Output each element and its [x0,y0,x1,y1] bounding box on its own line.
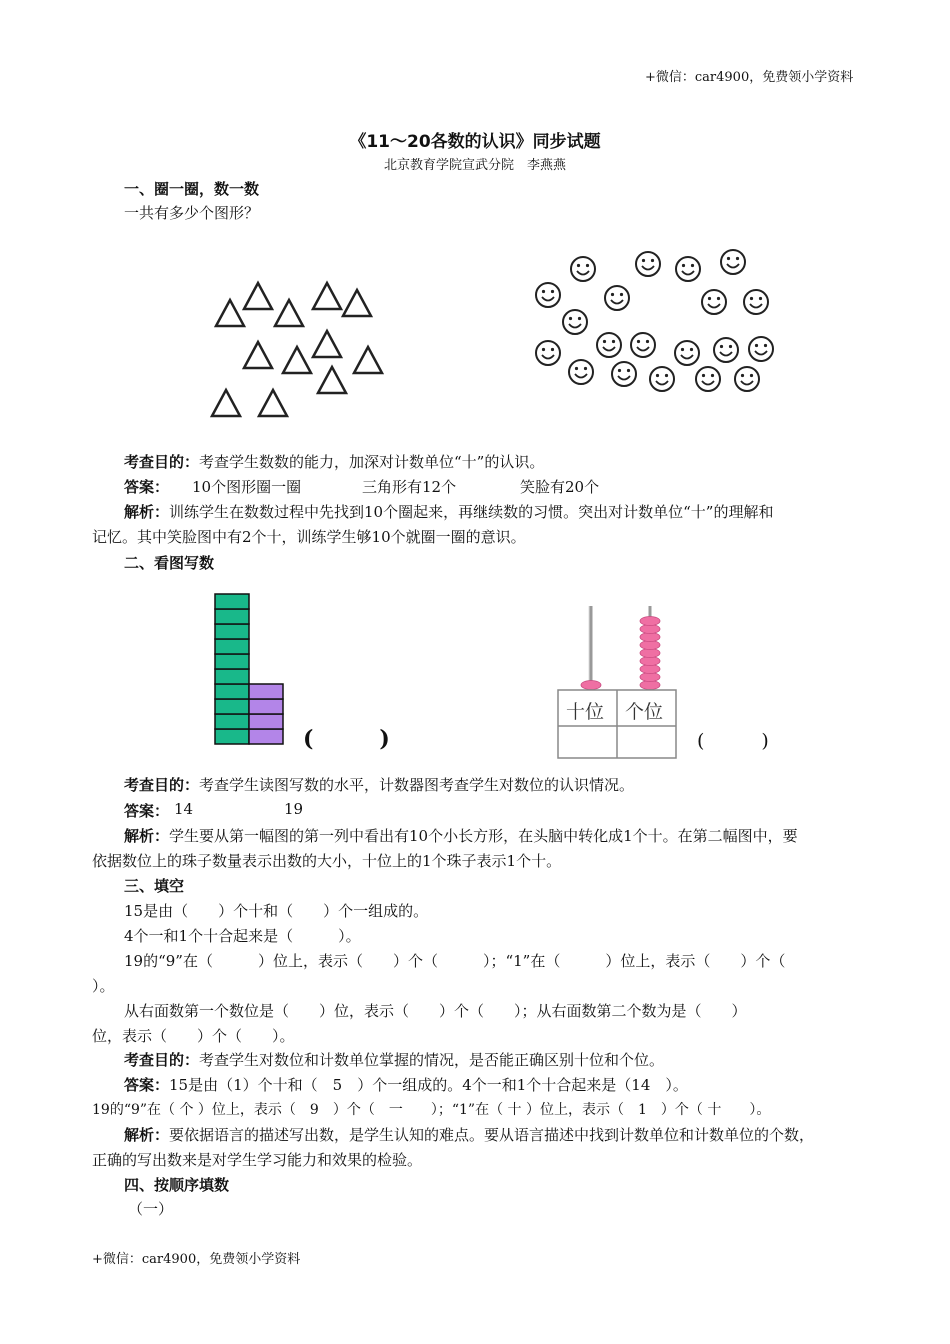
s1-answer [124,476,169,497]
tens-block [215,624,249,639]
s3-answer [124,1074,688,1095]
s2-purpose [124,774,634,795]
tens-block [215,699,249,714]
purpose-label: 考查目的： [124,776,200,794]
tens-block [215,669,249,684]
s1-purpose [124,451,544,472]
s2-analysis-2: 依据数位上的珠子数量表示出数的大小，十位上的1个珠子表示1个十。 [92,852,562,870]
tens-block [215,684,249,699]
ones-block [249,714,283,729]
s2-answer [124,800,169,821]
abacus-bead [581,681,601,690]
tens-block [215,609,249,624]
s3-purpose [124,1049,664,1070]
s2-answer-2: 19 [284,800,304,818]
ones-block [249,699,283,714]
page-header: +微信：car4900，免费领小学资料 [645,70,854,85]
abacus-bead [640,617,660,626]
analysis-text: 训练学生在数数过程中先找到10个圈起来，再继续数的习惯。突出对计数单位“十”的理解和 [169,503,774,521]
s1-answer-2: 三角形有12个 [362,478,457,496]
blank-answer-2[interactable]: ( ) [697,730,769,752]
section-3-heading: 三、填空 [124,877,185,895]
page-title: 《11～20各数的认识》同步试题 [349,132,601,152]
ones-block [249,684,283,699]
s3-question-2: 4个一和1个十合起来是（ ）。 [124,927,361,945]
s3-question-3-cont: ）。 [92,977,115,995]
section-2-heading: 二、看图写数 [124,554,215,572]
tens-block [215,639,249,654]
s3-question-1: 15是由（ ）个十和（ ）个一组成的。 [124,902,429,920]
purpose-label: 考查目的： [124,453,200,471]
s3-analysis [124,1124,814,1145]
purpose-text: 考查学生对数位和计数单位掌握的情况，是否能正确区别十位和个位。 [199,1051,665,1069]
s3-answer-2: 19的“9”在（ 个 ）位上，表示（ 9 ）个（ 一 ）；“1”在（ 十 ）位上，表示（ 1 ）个（ 十 ）。 [92,1102,771,1118]
blank-answer-1[interactable]: ( ) [303,726,390,752]
analysis-label: 解析： [124,827,170,845]
block-figure [210,590,300,750]
s3-question-4: 从右面数第一个数位是（ ）位，表示（ ）个（ ）；从右面数第二个数为是（ ） [124,1002,747,1020]
answer-text: 15是由（1）个十和（ 5 ）个一组成的。4个一和1个十合起来是（14 ）。 [169,1076,688,1094]
analysis-label: 解析： [124,503,170,521]
purpose-label: 考查目的： [124,1051,200,1069]
s1-answer-3: 笑脸有20个 [520,478,600,496]
abacus-figure [550,598,680,763]
purpose-text: 考查学生数数的能力，加深对计数单位“十”的认识。 [199,453,545,471]
smiley-figure [520,240,790,400]
tens-block [215,654,249,669]
analysis-label: 解析： [124,1126,170,1144]
tens-block [215,729,249,744]
page-footer: +微信：car4900，免费领小学资料 [92,1252,301,1267]
section-4-sub: （一） [128,1200,174,1218]
s2-analysis [124,825,798,846]
tens-block [215,594,249,609]
purpose-text: 考查学生读图写数的水平，计数器图考查学生对数位的认识情况。 [199,776,635,794]
section-4-heading: 四、按顺序填数 [124,1176,230,1194]
s2-answer-1: 14 [174,800,194,818]
ones-block [249,729,283,744]
tens-place-label: 十位 [566,701,605,723]
s3-analysis-2: 正确的写出数来是对学生学习能力和效果的检验。 [92,1151,423,1169]
ones-place-label: 个位 [625,701,664,723]
author: 北京教育学院宣武分院 李燕燕 [383,158,566,173]
tens-block [215,714,249,729]
s1-analysis-2: 记忆。其中笑脸图中有2个十，训练学生够10个就圈一圈的意识。 [92,528,526,546]
s3-question-4-cont: 位，表示（ ）个（ ）。 [92,1027,295,1045]
answer-label: 答案： [124,802,170,820]
s3-question-3: 19的“9”在（ ）位上，表示（ ）个（ ）；“1”在（ ）位上，表示（ ）个（ [124,952,786,970]
section-1-question: 一共有多少个图形？ [124,204,260,222]
s1-analysis [124,501,773,522]
answer-label: 答案： [124,1076,170,1094]
s1-answer-1: 10个图形圈一圈 [192,478,302,496]
triangles-figure [200,270,400,430]
answer-label: 答案： [124,478,170,496]
analysis-text: 学生要从第一幅图的第一列中看出有10个小长方形，在头脑中转化成1个十。在第二幅图中，要 [169,827,798,845]
analysis-text: 要依据语言的描述写出数，是学生认知的难点。要从语言描述中找到计数单位和计数单位的个数， [169,1126,815,1144]
section-1-heading: 一、圈一圈，数一数 [124,180,260,198]
